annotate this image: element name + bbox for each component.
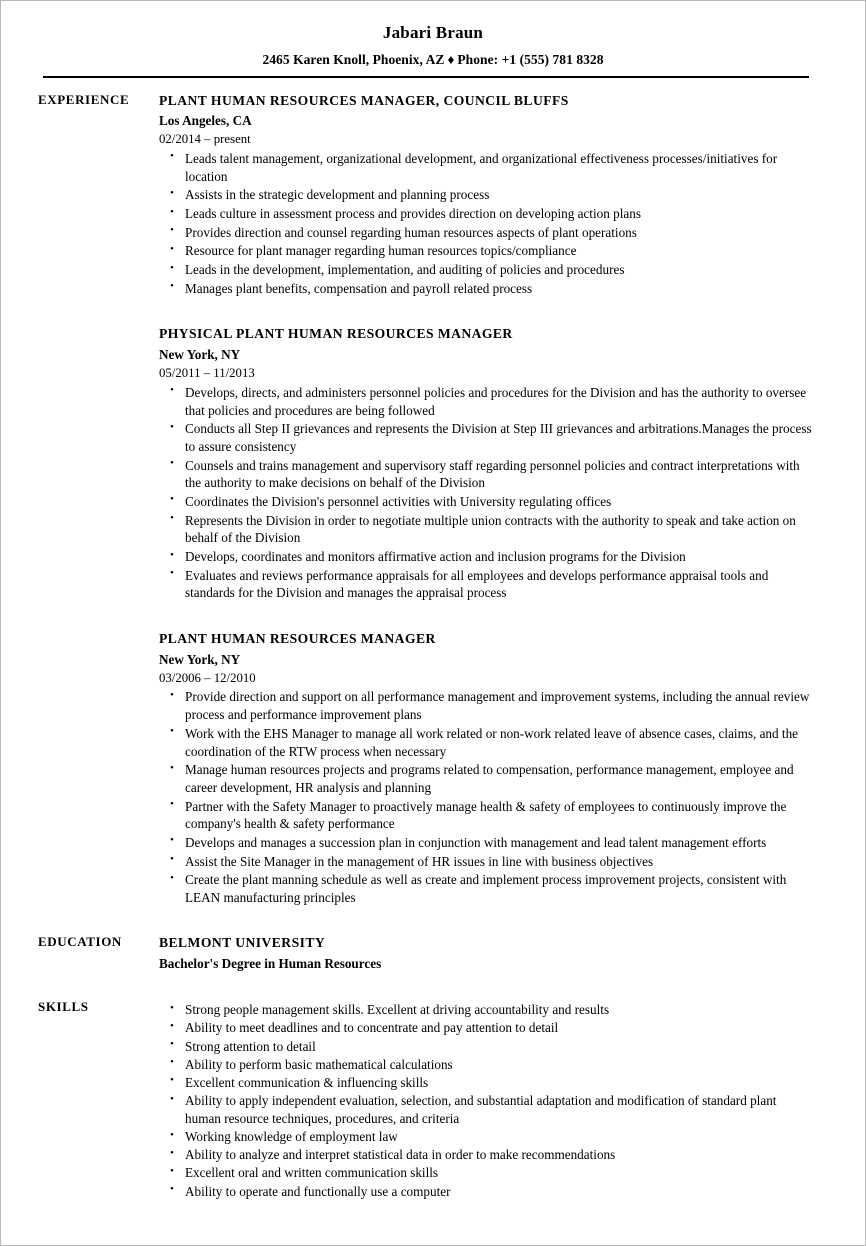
- job-dates: 05/2011 – 11/2013: [159, 365, 255, 380]
- skill-bullet: • Ability to operate and functionally use a computer: [159, 1183, 814, 1201]
- job-bullet: • Leads culture in assessment process and provides direction on developing action plans: [159, 205, 814, 223]
- skill-bullet: • Ability to analyze and interpret statistical data in order to make recommendations: [159, 1146, 814, 1164]
- section-skills: [1, 999, 865, 1200]
- education-degree: Bachelor's Degree in Human Resources: [159, 956, 382, 972]
- job-bullet: • Create the plant manning schedule as well as create and implement process improvement projects, consistent with LEAN manufacturing principles: [159, 871, 814, 906]
- experience-entry: [159, 325, 814, 602]
- job-bullet: • Work with the EHS Manager to manage all work related or non-work related leave of absence cases, claims, and the coordination of the RTW process when necessary: [159, 725, 814, 760]
- resume-header: [1, 1, 865, 78]
- job-bullet: • Leads talent management, organizational development, and organizational effectiveness processes/initiatives for location: [159, 150, 814, 185]
- job-title: PLANT HUMAN RESOURCES MANAGER, COUNCIL BLUFFS: [159, 92, 569, 108]
- skill-bullet: • Excellent communication & influencing skills: [159, 1074, 814, 1092]
- job-bullet-list: [159, 384, 814, 602]
- job-bullet: • Assist the Site Manager in the management of HR issues in line with business objectives: [159, 853, 814, 871]
- job-location: New York, NY: [159, 651, 241, 667]
- section-education: [1, 934, 865, 973]
- job-bullet: • Conducts all Step II grievances and represents the Division at Step III grievances and arbitrations.Manages the process to assure consistency: [159, 420, 814, 455]
- skill-bullet: • Strong people management skills. Excellent at driving accountability and results: [159, 1001, 814, 1019]
- diamond-separator-icon: ♦: [447, 52, 455, 68]
- job-title: PHYSICAL PLANT HUMAN RESOURCES MANAGER: [159, 326, 513, 342]
- job-bullet: • Assists in the strategic development and planning process: [159, 186, 814, 204]
- skill-bullet: • Ability to meet deadlines and to concentrate and pay attention to detail: [159, 1019, 814, 1037]
- job-bullet: • Manages plant benefits, compensation and payroll related process: [159, 280, 814, 298]
- experience-body: [159, 92, 865, 907]
- job-bullet: • Develops, coordinates and monitors affirmative action and inclusion programs for the Division: [159, 548, 814, 566]
- education-body: [159, 934, 865, 973]
- job-bullet-list: [159, 688, 814, 906]
- section-experience: [1, 92, 865, 907]
- job-dates: 03/2006 – 12/2010: [159, 670, 256, 685]
- skill-bullet: • Excellent oral and written communication skills: [159, 1164, 814, 1182]
- job-bullet: • Partner with the Safety Manager to proactively manage health & safety of employees to continuously improve the company's health & safety performance: [159, 798, 814, 833]
- candidate-phone: Phone: +1 (555) 781 8328: [457, 52, 604, 68]
- job-bullet-list: [159, 150, 814, 298]
- section-label-skills: SKILLS: [38, 999, 89, 1015]
- job-bullet: • Evaluates and reviews performance appraisals for all employees and develops performance appraisal tools and standards for the Division and manages the appraisal process: [159, 567, 814, 602]
- job-bullet: • Resource for plant manager regarding human resources topics/compliance: [159, 242, 814, 260]
- job-title: PLANT HUMAN RESOURCES MANAGER: [159, 631, 436, 647]
- job-bullet: • Coordinates the Division's personnel activities with University regulating offices: [159, 493, 814, 511]
- job-location: Los Angeles, CA: [159, 113, 252, 129]
- education-school: BELMONT UNIVERSITY: [159, 934, 326, 950]
- job-bullet: • Provide direction and support on all performance management and improvement systems, including the annual review process and performance improvement plans: [159, 688, 814, 723]
- job-bullet: • Develops, directs, and administers personnel policies and procedures for the Division and has the authority to oversee that policies and procedures are being followed: [159, 384, 814, 419]
- job-bullet: • Manage human resources projects and programs related to compensation, performance management, employee and career development, HR analysis and planning: [159, 761, 814, 796]
- job-location: New York, NY: [159, 347, 241, 363]
- skills-bullet-list: [159, 1001, 814, 1200]
- candidate-address: 2465 Karen Knoll, Phoenix, AZ: [262, 52, 445, 68]
- section-label-education: EDUCATION: [38, 933, 122, 949]
- job-bullet: • Leads in the development, implementation, and auditing of policies and procedures: [159, 261, 814, 279]
- skill-bullet: • Ability to perform basic mathematical calculations: [159, 1056, 814, 1074]
- skills-body: [159, 999, 865, 1200]
- education-entry: [159, 934, 814, 973]
- skill-bullet: • Strong attention to detail: [159, 1038, 814, 1056]
- candidate-contact-line: [1, 52, 865, 68]
- experience-entry: [159, 630, 814, 907]
- experience-entry: [159, 92, 814, 298]
- candidate-name: Jabari Braun: [382, 23, 484, 42]
- job-bullet: • Develops and manages a succession plan in conjunction with management and lead talent management efforts: [159, 834, 814, 852]
- header-divider: [43, 76, 809, 78]
- job-bullet: • Counsels and trains management and supervisory staff regarding personnel policies and contract interpretations with the authority to make decisions on behalf of the Division: [159, 457, 814, 492]
- job-dates: 02/2014 – present: [159, 132, 251, 147]
- job-bullet: • Represents the Division in order to negotiate multiple union contracts with the authority to speak and take action on behalf of the Division: [159, 512, 814, 547]
- skill-bullet: • Ability to apply independent evaluation, selection, and substantial adaptation and modification of standard plant human resource techniques, procedures, and criteria: [159, 1092, 814, 1127]
- section-label-experience: EXPERIENCE: [38, 91, 130, 107]
- job-bullet: • Provides direction and counsel regarding human resources aspects of plant operations: [159, 224, 814, 242]
- skill-bullet: • Working knowledge of employment law: [159, 1128, 814, 1146]
